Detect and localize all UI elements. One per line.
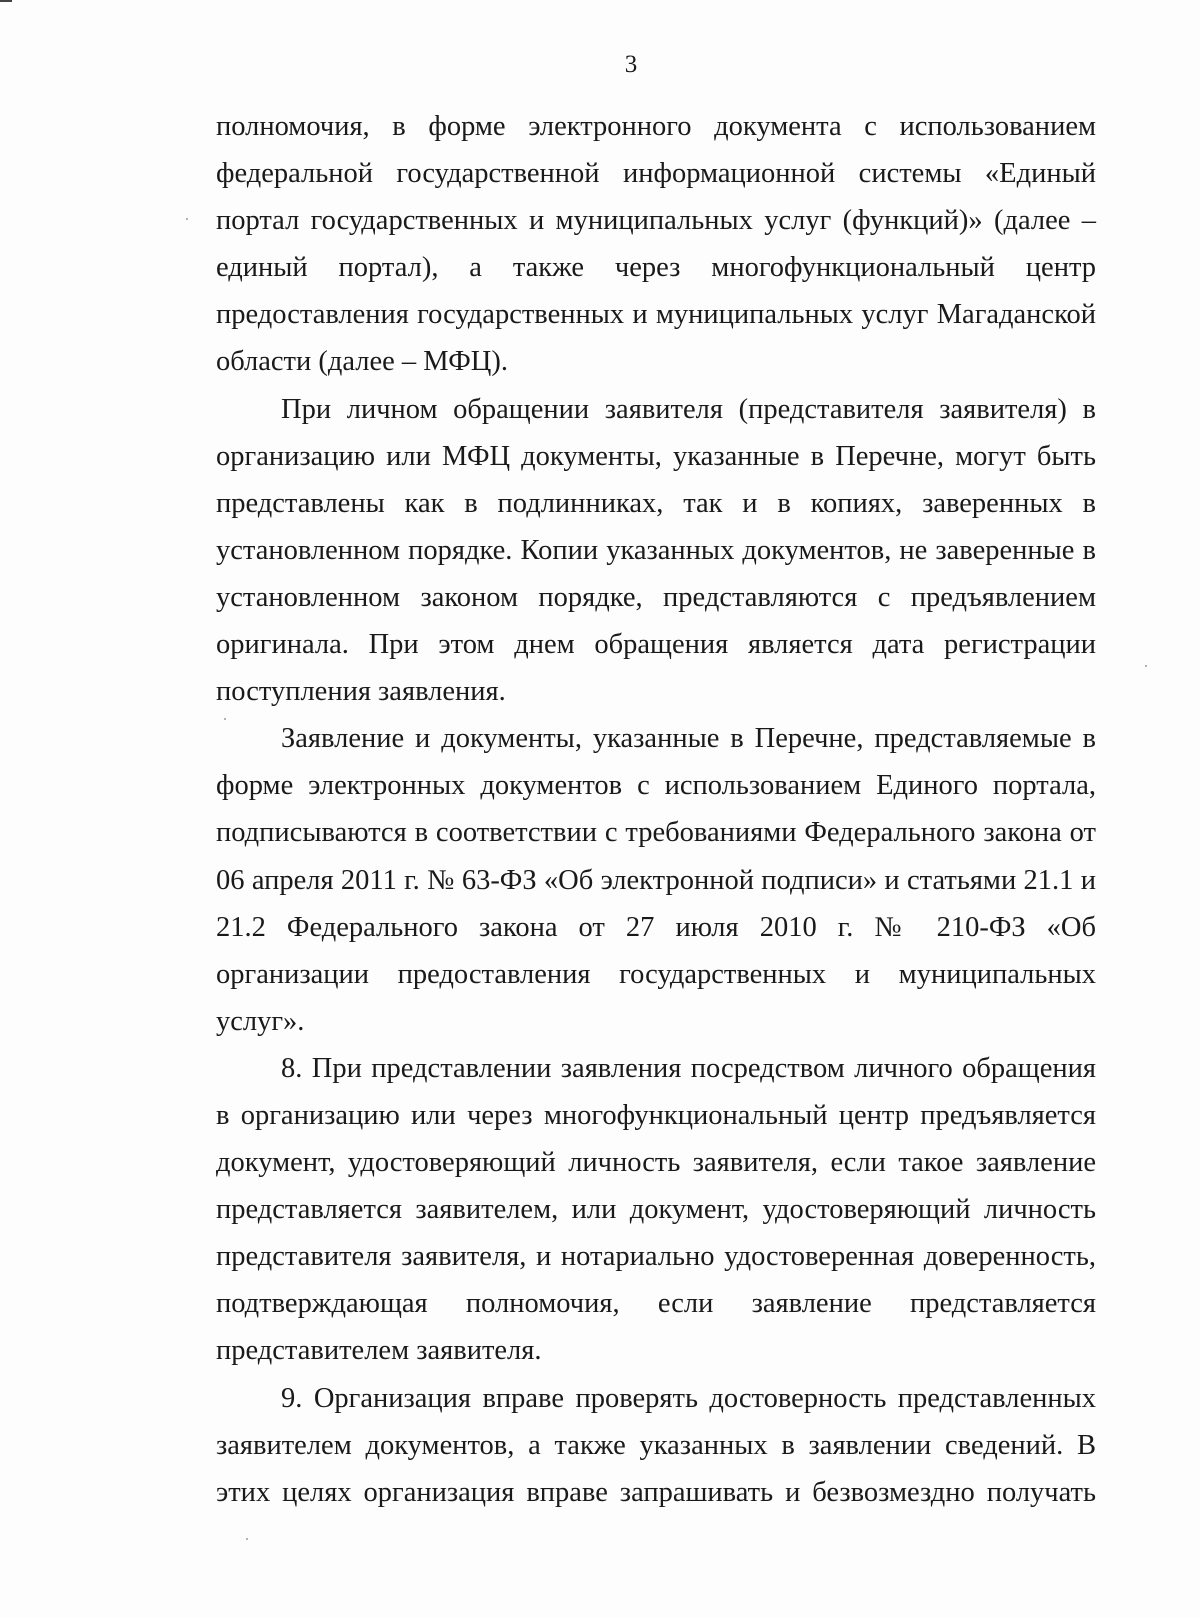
paragraph-authority-electronic: полномочия, в форме электронного документа с использованием федеральной государственной информационной системы «Единый портал государственных и муниципальных услуг (функций)» (далее – единый портал), а также через многофункциональный центр предоставления государственных и муниципальных услуг Магаданской области (далее – МФЦ). bbox=[216, 111, 1096, 378]
scan-speck bbox=[1145, 665, 1147, 667]
paragraph-item-9: 9. Организация вправе проверять достоверность представленных заявителем документов, а также указанных в заявлении сведений. В этих целях организация вправе запрашивать и безвозмездно получать bbox=[216, 1382, 1096, 1508]
scan-speck bbox=[224, 718, 226, 720]
page-number: 3 bbox=[624, 51, 638, 78]
paragraph-personal-appeal: При личном обращении заявителя (представителя заявителя) в организацию или МФЦ документы, указанные в Перечне, могут быть представлены как в подлинниках, так и в копиях, заверенных в установленном порядке. Копии указанных документов, не заверенные в установленном законом порядке, представляются с предъявлением оригинала. При этом днем обращения является дата регистрации поступления заявления. bbox=[216, 393, 1096, 708]
scan-speck bbox=[186, 218, 188, 220]
paragraph-item-8: 8. При представлении заявления посредством личного обращения в организацию или через многофункциональный центр предъявляется документ, удостоверяющий личность заявителя, если такое заявление представляется заявителем, или документ, удостоверяющий личность представителя заявителя, и нотариально удостоверенная доверенность, подтверждающая полномочия, если заявление представляется представителем заявителя. bbox=[216, 1052, 1096, 1367]
paragraph-electronic-signature: Заявление и документы, указанные в Перечне, представляемые в форме электронных документов с использованием Единого портала, подписываются в соответствии с требованиями Федерального закона от 06 апреля 2011 г. № 63-ФЗ «Об электронной подписи» и статьями 21.1 и 21.2 Федерального закона от 27 июля 2010 г. № 210-ФЗ «Об организации предоставления государственных и муниципальных услуг». bbox=[216, 723, 1096, 1037]
scan-edge-mark bbox=[0, 0, 12, 2]
scan-speck bbox=[246, 1538, 248, 1540]
document-body bbox=[216, 103, 1096, 1516]
